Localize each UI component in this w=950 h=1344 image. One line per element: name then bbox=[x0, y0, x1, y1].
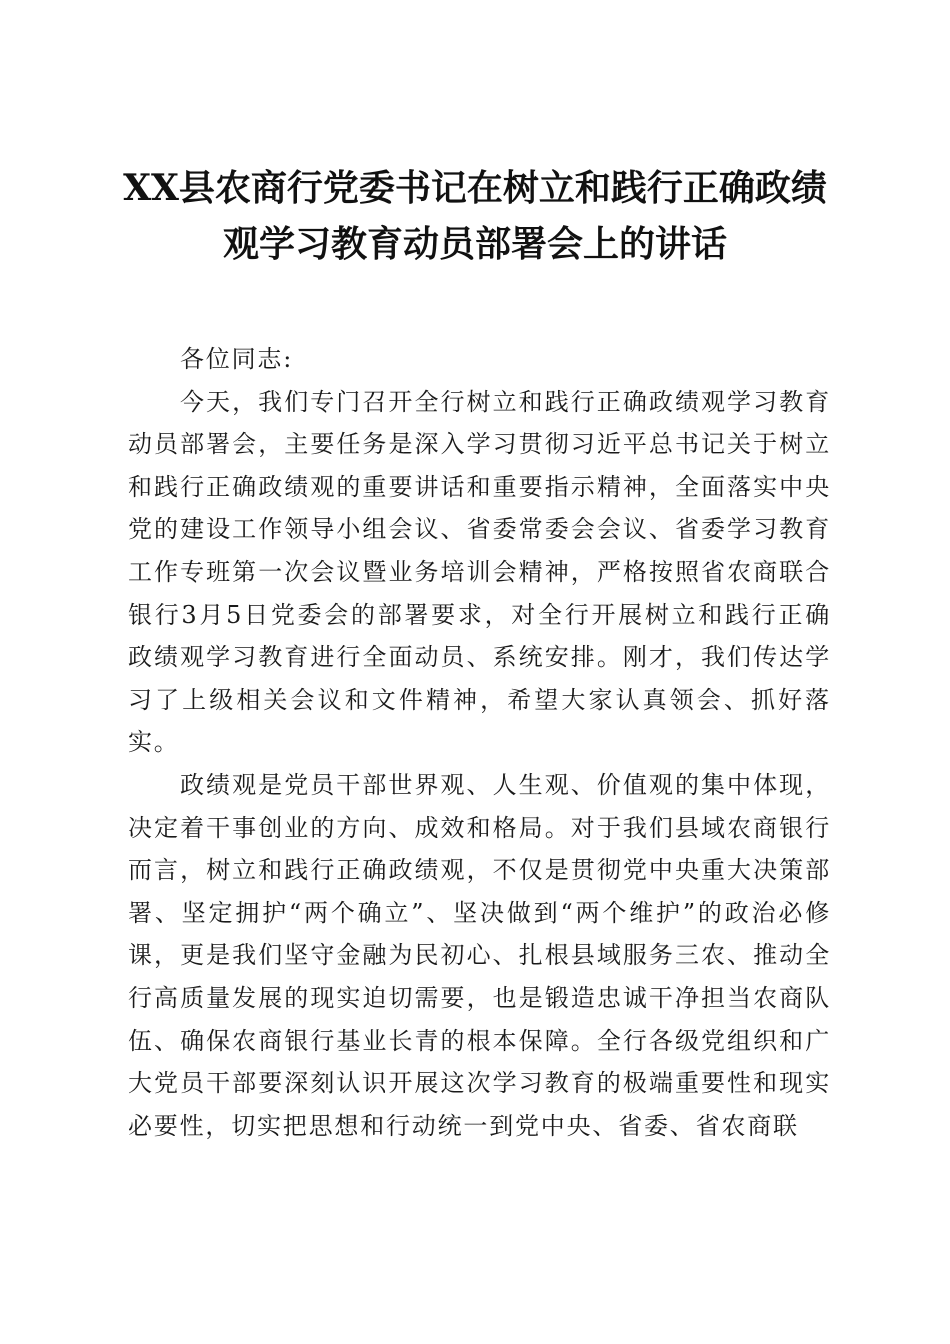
document-body bbox=[128, 338, 831, 1147]
salutation: 各位同志: bbox=[180, 345, 294, 373]
paragraph-2: 政绩观是党员干部世界观、人生观、价值观的集中体现，决定着干事创业的方向、成效和格局。对于我们县域农商银行而言，树立和践行正确政绩观，不仅是贯彻党中央重大决策部署、坚定拥护“两个确立”、坚决做到“两个维护”的政治必修课，更是我们坚守金融为民初心、扎根县域服务三农、推动全行高质量发展的现实迫切需要，也是锻造忠诚干净担当农商队伍、确保农商银行基业长青的根本保障。全行各级党组织和广大党员干部要深刻认识开展这次学习教育的极端重要性和现实必要性，切实把思想和行动统一到党中央、省委、省农商联 bbox=[128, 770, 831, 1140]
title-line-1: XX县农商行党委书记在树立和践行正确政绩 bbox=[123, 167, 827, 209]
paragraph-1: 今天，我们专门召开全行树立和践行正确政绩观学习教育动员部署会，主要任务是深入学习贯彻习近平总书记关于树立和践行正确政绩观的重要讲话和重要指示精神，全面落实中央党的建设工作领导小组会议、省委常委会会议、省委学习教育工作专班第一次会议暨业务培训会精神，严格按照省农商联合银行3月5日党委会的部署要求，对全行开展树立和践行正确政绩观学习教育进行全面动员、系统安排。刚才，我们传达学习了上级相关会议和文件精神，希望大家认真领会、抓好落实。 bbox=[128, 387, 831, 757]
title-line-2: 观学习教育动员部署会上的讲话 bbox=[222, 223, 727, 265]
document-title bbox=[110, 160, 840, 272]
